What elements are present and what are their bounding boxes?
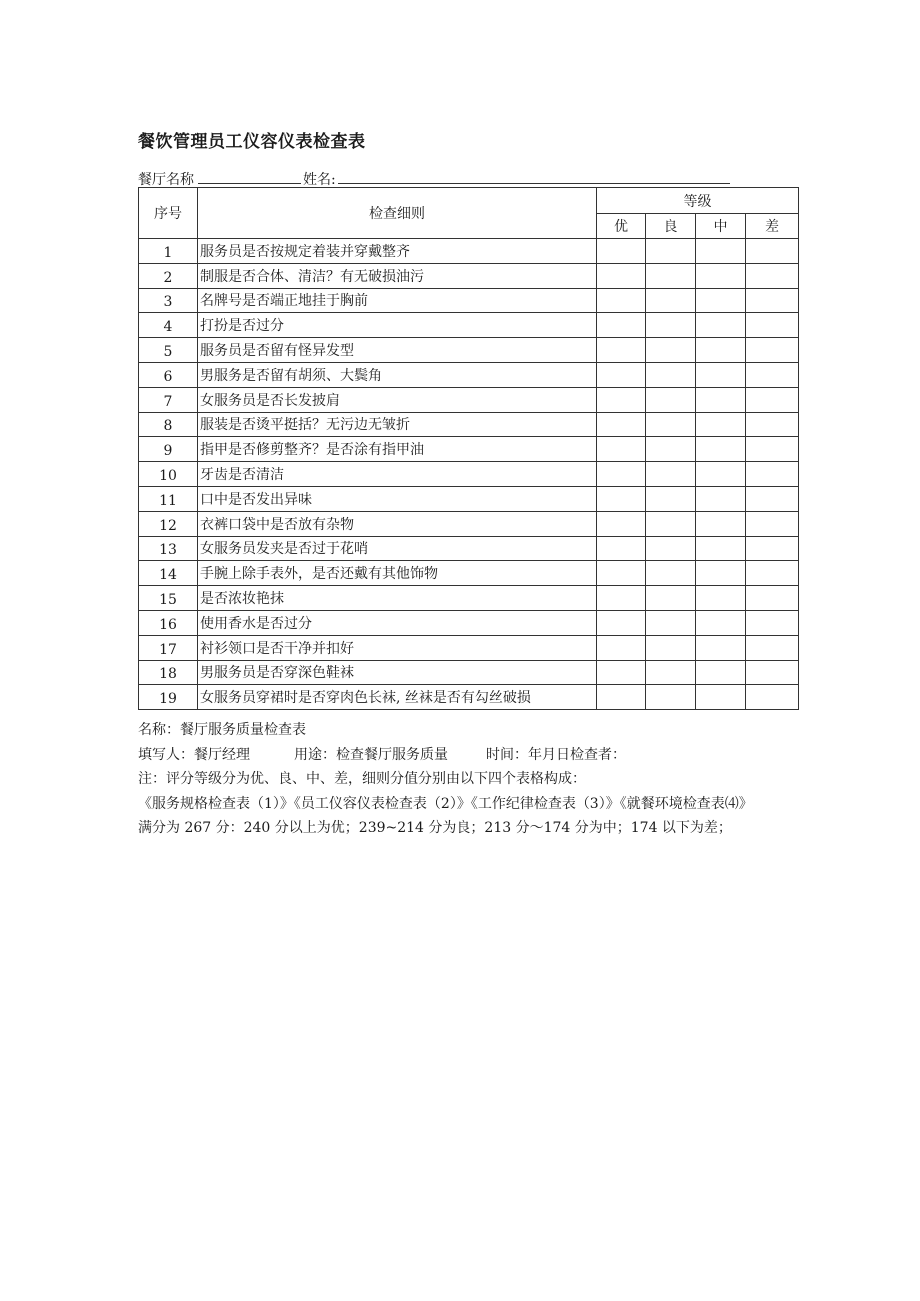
grade-cell-poor[interactable]: [746, 288, 799, 313]
grade-cell-excellent[interactable]: [597, 685, 646, 710]
grade-cell-fair[interactable]: [696, 263, 746, 288]
row-item: 名牌号是否端正地挂于胸前: [198, 288, 597, 313]
grade-good: 良: [646, 214, 696, 239]
grade-cell-fair[interactable]: [696, 511, 746, 536]
grade-cell-fair[interactable]: [696, 635, 746, 660]
table-row: [139, 313, 799, 338]
row-index: 19: [139, 685, 198, 710]
grade-cell-fair[interactable]: [696, 660, 746, 685]
forms-list: 《服务规格检查表（1）》《员工仪容仪表检查表（2）》《工作纪律检查表（3）》《就餐环境检查表⑷》: [138, 795, 753, 812]
grade-cell-fair[interactable]: [696, 338, 746, 363]
row-item: 衣裤口袋中是否放有杂物: [198, 511, 597, 536]
grade-cell-excellent[interactable]: [597, 511, 646, 536]
grade-cell-fair[interactable]: [696, 685, 746, 710]
name-blank[interactable]: [338, 170, 730, 184]
row-index: 7: [139, 387, 198, 412]
grade-cell-fair[interactable]: [696, 412, 746, 437]
grade-cell-poor[interactable]: [746, 313, 799, 338]
grade-cell-good[interactable]: [646, 536, 696, 561]
grade-cell-fair[interactable]: [696, 486, 746, 511]
table-row: [139, 685, 799, 710]
table-row: [139, 660, 799, 685]
table-row: [139, 338, 799, 363]
grade-cell-poor[interactable]: [746, 685, 799, 710]
grade-cell-poor[interactable]: [746, 486, 799, 511]
table-row: [139, 412, 799, 437]
grade-cell-poor[interactable]: [746, 362, 799, 387]
row-item: 手腕上除手表外，是否还戴有其他饰物: [198, 561, 597, 586]
row-index: 17: [139, 635, 198, 660]
header-fields: [138, 169, 730, 189]
row-index: 3: [139, 288, 198, 313]
row-item: 指甲是否修剪整齐？是否涂有指甲油: [198, 437, 597, 462]
grade-fair: 中: [696, 214, 746, 239]
row-item: 服务员是否留有怪异发型: [198, 338, 597, 363]
purpose-text: 用途：检查餐厅服务质量: [294, 746, 448, 763]
grade-cell-excellent[interactable]: [597, 338, 646, 363]
grade-cell-excellent[interactable]: [597, 239, 646, 264]
grade-cell-good[interactable]: [646, 313, 696, 338]
grade-cell-fair[interactable]: [696, 239, 746, 264]
grade-cell-good[interactable]: [646, 263, 696, 288]
filler-text: 填写人：餐厅经理: [138, 746, 250, 763]
row-item: 服装是否烫平挺括？无污边无皱折: [198, 412, 597, 437]
row-index: 13: [139, 536, 198, 561]
grade-cell-excellent[interactable]: [597, 437, 646, 462]
grade-cell-good[interactable]: [646, 387, 696, 412]
row-index: 15: [139, 586, 198, 611]
grade-cell-poor[interactable]: [746, 387, 799, 412]
table-row: [139, 387, 799, 412]
grade-cell-fair[interactable]: [696, 586, 746, 611]
row-item: 女服务员穿裙时是否穿肉色长袜, 丝袜是否有勾丝破损: [198, 685, 597, 710]
row-item: 女服务员是否长发披肩: [198, 387, 597, 412]
grade-poor: 差: [746, 214, 799, 239]
row-item: 是否浓妆艳抹: [198, 586, 597, 611]
grade-cell-good[interactable]: [646, 586, 696, 611]
row-index: 18: [139, 660, 198, 685]
grade-cell-excellent[interactable]: [597, 313, 646, 338]
grade-cell-poor[interactable]: [746, 239, 799, 264]
name-label: 姓名:: [303, 172, 336, 188]
score-line: 满分为 267 分：240 分以上为优；239~214 分为良；213 分～174 分为中；174 以下为差；: [138, 820, 732, 836]
table-row: [139, 263, 799, 288]
grade-cell-good[interactable]: [646, 288, 696, 313]
row-item: 女服务员发夹是否过于花哨: [198, 536, 597, 561]
row-item: 口中是否发出异味: [198, 486, 597, 511]
page-title: 餐饮管理员工仪容仪表检查表: [138, 132, 366, 152]
grade-cell-excellent[interactable]: [597, 412, 646, 437]
grade-cell-poor[interactable]: [746, 511, 799, 536]
grade-cell-fair[interactable]: [696, 610, 746, 635]
grade-cell-excellent[interactable]: [597, 635, 646, 660]
grade-cell-poor[interactable]: [746, 263, 799, 288]
grade-cell-poor[interactable]: [746, 561, 799, 586]
row-item: 制服是否合体、清洁？有无破损油污: [198, 263, 597, 288]
row-index: 14: [139, 561, 198, 586]
restaurant-blank[interactable]: [198, 170, 301, 184]
table-row: [139, 610, 799, 635]
table-row: [139, 462, 799, 487]
grade-cell-poor[interactable]: [746, 338, 799, 363]
form-name-line: 名称：餐厅服务质量检查表: [138, 722, 306, 738]
grade-cell-good[interactable]: [646, 412, 696, 437]
grade-cell-poor[interactable]: [746, 660, 799, 685]
grade-cell-fair[interactable]: [696, 387, 746, 412]
row-index: 6: [139, 362, 198, 387]
row-item: 男服务员是否穿深色鞋袜: [198, 660, 597, 685]
grade-cell-excellent[interactable]: [597, 610, 646, 635]
grade-cell-fair[interactable]: [696, 536, 746, 561]
table-row: [139, 561, 799, 586]
grade-cell-poor[interactable]: [746, 536, 799, 561]
notes-section: [138, 718, 802, 841]
grade-cell-poor[interactable]: [746, 635, 799, 660]
row-item: 打扮是否过分: [198, 313, 597, 338]
grade-cell-poor[interactable]: [746, 437, 799, 462]
time-text: 时间：年月日检查者：: [486, 746, 626, 763]
table-row: [139, 239, 799, 264]
grade-cell-good[interactable]: [646, 561, 696, 586]
grade-cell-excellent[interactable]: [597, 660, 646, 685]
header-index: 序号: [139, 188, 198, 239]
restaurant-label: 餐厅名称: [138, 172, 194, 188]
row-index: 12: [139, 511, 198, 536]
table-row: [139, 635, 799, 660]
grade-cell-good[interactable]: [646, 362, 696, 387]
grade-cell-fair[interactable]: [696, 462, 746, 487]
row-item: 男服务是否留有胡须、大鬓角: [198, 362, 597, 387]
grade-cell-good[interactable]: [646, 511, 696, 536]
row-index: 11: [139, 486, 198, 511]
table-row: [139, 511, 799, 536]
grade-cell-good[interactable]: [646, 486, 696, 511]
table-row: [139, 486, 799, 511]
row-index: 2: [139, 263, 198, 288]
grade-cell-excellent[interactable]: [597, 486, 646, 511]
grade-cell-fair[interactable]: [696, 437, 746, 462]
row-item: 牙齿是否清洁: [198, 462, 597, 487]
table-row: [139, 586, 799, 611]
grade-excellent: 优: [597, 214, 646, 239]
grade-cell-fair[interactable]: [696, 313, 746, 338]
grade-cell-good[interactable]: [646, 437, 696, 462]
grade-cell-good[interactable]: [646, 462, 696, 487]
grade-cell-poor[interactable]: [746, 462, 799, 487]
table-body: [139, 239, 799, 710]
grade-cell-excellent[interactable]: [597, 288, 646, 313]
row-index: 8: [139, 412, 198, 437]
row-index: 9: [139, 437, 198, 462]
grade-cell-fair[interactable]: [696, 362, 746, 387]
grade-cell-excellent[interactable]: [597, 536, 646, 561]
grade-cell-excellent[interactable]: [597, 586, 646, 611]
row-item: 使用香水是否过分: [198, 610, 597, 635]
grade-cell-good[interactable]: [646, 338, 696, 363]
header-grade: 等级: [597, 188, 799, 214]
grade-cell-excellent[interactable]: [597, 387, 646, 412]
table-row: [139, 536, 799, 561]
grade-cell-good[interactable]: [646, 685, 696, 710]
note-line: 注：评分等级分为优、良、中、差，细则分值分别由以下四个表格构成：: [138, 771, 586, 787]
header-detail: 检查细则: [198, 188, 597, 239]
table-row: [139, 288, 799, 313]
grade-cell-excellent[interactable]: [597, 561, 646, 586]
table-row: [139, 362, 799, 387]
table-row: [139, 437, 799, 462]
inspection-table: [138, 187, 799, 710]
fill-info-line: [138, 743, 802, 768]
row-item: 衬衫领口是否干净并扣好: [198, 635, 597, 660]
grade-cell-good[interactable]: [646, 660, 696, 685]
row-index: 16: [139, 610, 198, 635]
grade-cell-poor[interactable]: [746, 586, 799, 611]
grade-cell-excellent[interactable]: [597, 462, 646, 487]
grade-cell-poor[interactable]: [746, 412, 799, 437]
grade-cell-good[interactable]: [646, 239, 696, 264]
grade-cell-good[interactable]: [646, 635, 696, 660]
row-item: 服务员是否按规定着装并穿戴整齐: [198, 239, 597, 264]
row-index: 10: [139, 462, 198, 487]
grade-cell-excellent[interactable]: [597, 263, 646, 288]
grade-cell-fair[interactable]: [696, 561, 746, 586]
grade-cell-good[interactable]: [646, 610, 696, 635]
grade-cell-fair[interactable]: [696, 288, 746, 313]
grade-cell-excellent[interactable]: [597, 362, 646, 387]
row-index: 1: [139, 239, 198, 264]
row-index: 5: [139, 338, 198, 363]
grade-cell-poor[interactable]: [746, 610, 799, 635]
row-index: 4: [139, 313, 198, 338]
